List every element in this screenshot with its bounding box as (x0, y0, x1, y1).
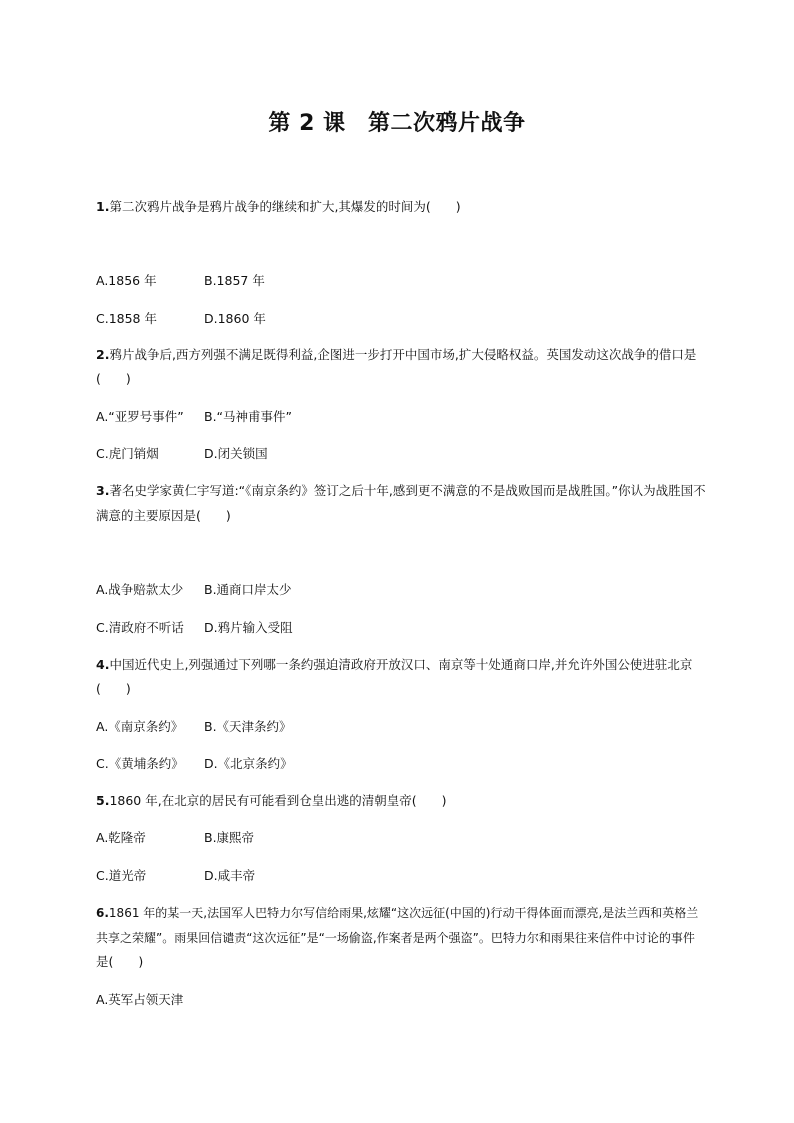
option-a: A.战争赔款太少 (96, 582, 184, 597)
option-a: A.《南京条约》 (96, 719, 184, 734)
question-4-stem-cont: ( ) (96, 681, 131, 696)
option-d: D.《北京条约》 (204, 756, 293, 771)
option-d: D.1860 年 (204, 311, 266, 326)
option-b: B.康熙帝 (204, 830, 255, 845)
option-c: C.虎门销烟 (96, 446, 159, 461)
question-5-options-row-2 (96, 867, 706, 885)
question-3-options-row-2 (96, 619, 706, 637)
option-a: A.“亚罗号事件” (96, 409, 184, 424)
question-text: 鸦片战争后,西方列强不满足既得利益,企图进一步打开中国市场,扩大侵略权益。英国发动这次战争的借口是 (109, 347, 697, 362)
question-2-stem (96, 346, 706, 364)
option-d: D.咸丰帝 (204, 868, 256, 883)
question-5-options-row-1 (96, 829, 706, 847)
question-text: 1860 年,在北京的居民有可能看到仓皇出逃的清朝皇帝( ) (109, 793, 447, 808)
question-1-options-row-1 (96, 272, 706, 290)
question-6-stem-cont: 共享之荣耀”。雨果回信谴责“这次远征”是“一场偷盗,作案者是两个强盗”。巴特力尔和雨果往来信件中讨论的事件 (96, 931, 695, 945)
question-6-options-row-1 (96, 991, 706, 1009)
option-c: C.道光帝 (96, 868, 147, 883)
option-a: A.1856 年 (96, 273, 157, 288)
option-a: A.英军占领天津 (96, 992, 184, 1007)
option-d: D.闭关锁国 (204, 446, 268, 461)
option-b: B.通商口岸太少 (204, 582, 292, 597)
question-4-options-row-2 (96, 755, 706, 773)
option-c: C.1858 年 (96, 311, 157, 326)
question-number: 3. (96, 483, 110, 498)
question-3-stem (96, 482, 706, 500)
option-b: B.《天津条约》 (204, 719, 292, 734)
question-number: 6. (96, 906, 109, 920)
question-2-options-row-2 (96, 445, 706, 463)
question-text: 中国近代史上,列强通过下列哪一条约强迫清政府开放汉口、南京等十处通商口岸,并允许外国公使进驻北京 (109, 657, 693, 672)
option-b: B.“马神甫事件” (204, 409, 293, 424)
question-number: 2. (96, 347, 110, 362)
option-a: A.乾隆帝 (96, 830, 146, 845)
question-6-stem-cont: 是( ) (96, 954, 144, 969)
question-text: 著名史学家黄仁宇写道:“《南京条约》签订之后十年,感到更不满意的不是战败国而是战胜国。”你认为战胜国不 (109, 483, 706, 498)
question-5-stem (96, 792, 706, 810)
question-3-stem-cont: 满意的主要原因是( ) (96, 508, 231, 523)
question-2-stem-cont: ( ) (96, 371, 131, 386)
option-d: D.鸦片输入受阻 (204, 620, 293, 635)
option-c: C.清政府不听话 (96, 620, 184, 635)
question-3-options-row-1 (96, 581, 706, 599)
question-1-stem (96, 198, 706, 216)
question-text: 第二次鸦片战争是鸦片战争的继续和扩大,其爆发的时间为( ) (109, 199, 461, 214)
question-4-stem (96, 656, 706, 674)
option-b: B.1857 年 (204, 273, 265, 288)
question-number: 1. (96, 199, 110, 214)
question-number: 4. (96, 657, 110, 672)
page-title: 第 2 课 第二次鸦片战争 (268, 111, 526, 136)
question-1-options-row-2 (96, 310, 706, 328)
option-c: C.《黄埔条约》 (96, 756, 184, 771)
question-4-options-row-1 (96, 718, 706, 736)
question-2-options-row-1 (96, 408, 706, 426)
question-number: 5. (96, 793, 110, 808)
question-6-stem (96, 904, 706, 922)
question-text: 1861 年的某一天,法国军人巴特力尔写信给雨果,炫耀“这次远征(中国的)行动干得体面而漂亮,是法兰西和英格兰 (108, 906, 699, 920)
